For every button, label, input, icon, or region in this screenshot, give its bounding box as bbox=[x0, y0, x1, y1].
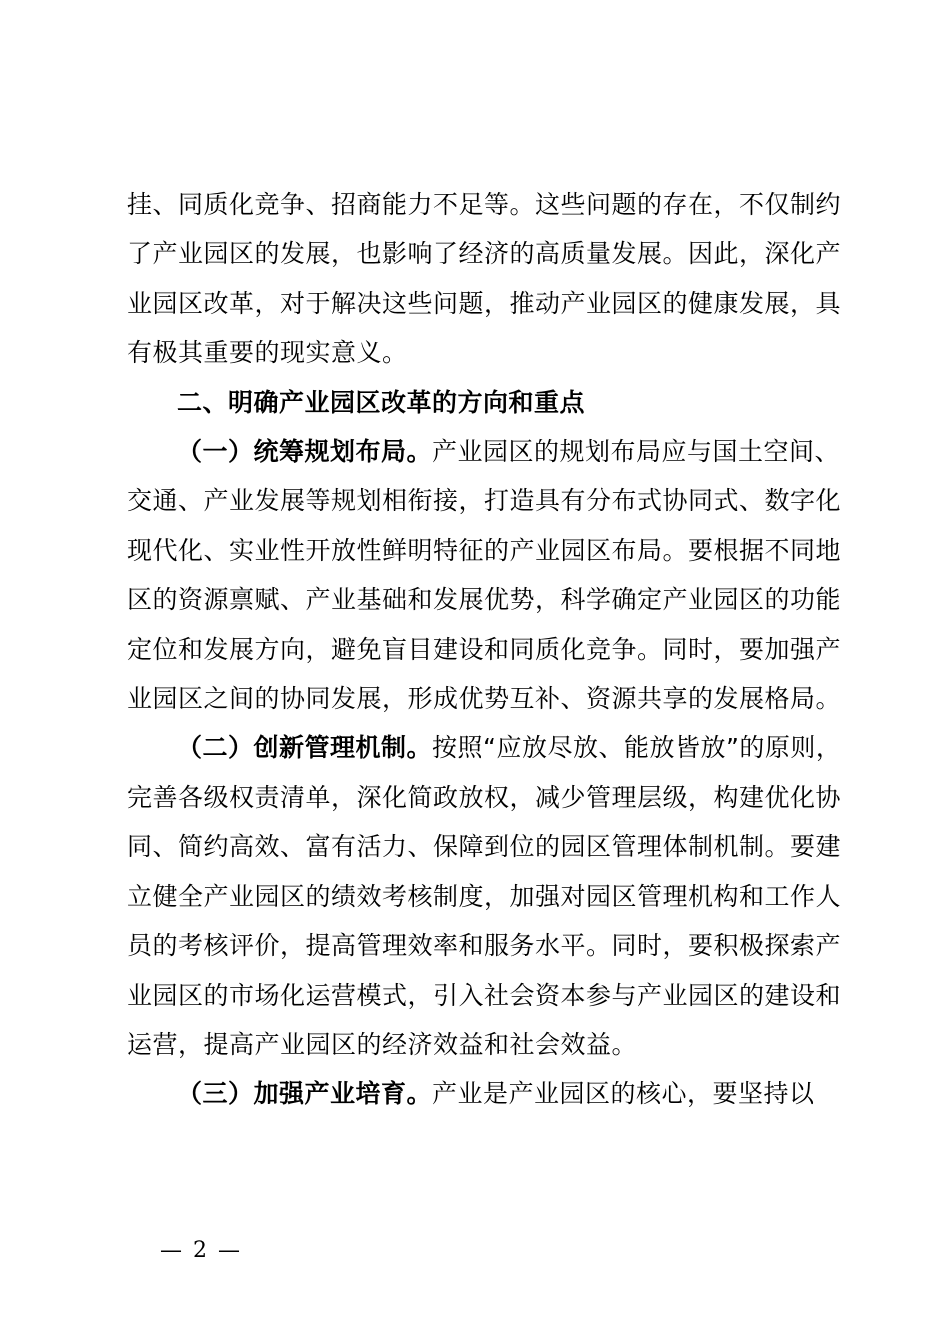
section-heading: 二、明确产业园区改革的方向和重点 bbox=[177, 387, 586, 417]
paragraph-lead: （一）统筹规划布局。 bbox=[177, 437, 433, 467]
paragraph-body: 产业是产业园区的核心，要坚持以 bbox=[432, 1079, 815, 1109]
paragraph-lead: （二）创新管理机制。 bbox=[177, 733, 433, 763]
body-text bbox=[127, 180, 847, 1119]
paragraph-planning-layout bbox=[127, 427, 847, 723]
paragraph-management-mechanism bbox=[127, 723, 847, 1069]
paragraph-continuation: 挂、同质化竞争、招商能力不足等。这些问题的存在，不仅制约了产业园区的发展，也影响了经济的高质量发展。因此，深化产业园区改革，对于解决这些问题，推动产业园区的健康发展，具有极其重要的现实意义。 bbox=[127, 190, 842, 368]
paragraph-body: 产业园区的规划布局应与国土空间、交通、产业发展等规划相衔接，打造具有分布式协同式、数字化现代化、实业性开放性鲜明特征的产业园区布局。要根据不同地区的资源禀赋、产业基础和发展优势，科学确定产业园区的功能定位和发展方向，避免盲目建设和同质化竞争。同时，要加强产业园区之间的协同发展，形成优势互补、资源共享的发展格局。 bbox=[127, 437, 842, 714]
paragraph-body: 按照“应放尽放、能放皆放”的原则，完善各级权责清单，深化简政放权，减少管理层级，构建优化协同、简约高效、富有活力、保障到位的园区管理体制机制。要建立健全产业园区的绩效考核制度，加强对园区管理机构和工作人员的考核评价，提高管理效率和服务水平。同时，要积极探索产业园区的市场化运营模式，引入社会资本参与产业园区的建设和运营，提高产业园区的经济效益和社会效益。 bbox=[127, 733, 842, 1059]
paragraph-lead: （三）加强产业培育。 bbox=[177, 1079, 433, 1109]
paragraph-industry-cultivation bbox=[127, 1069, 847, 1118]
page-number: — 2 — bbox=[160, 1238, 242, 1263]
